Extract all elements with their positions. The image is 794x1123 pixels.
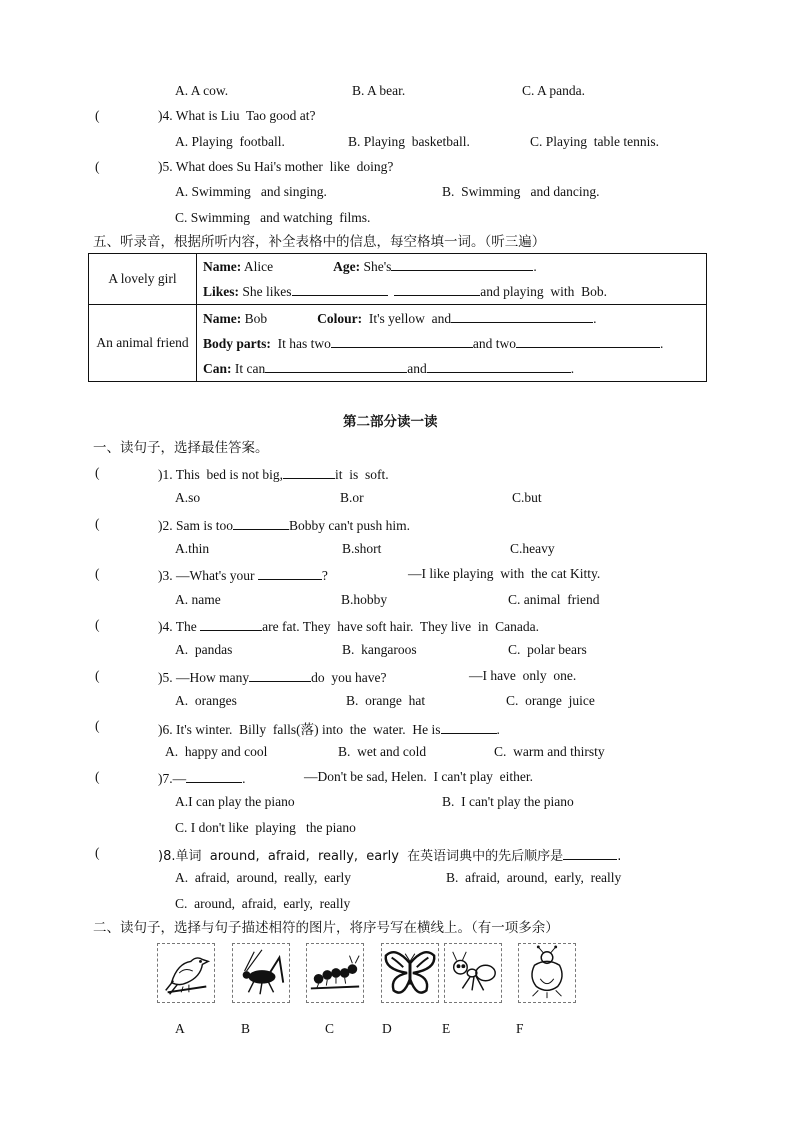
q3-option-c: C. A panda. bbox=[522, 83, 585, 98]
can-blank-1[interactable] bbox=[265, 359, 407, 373]
bob-name-label: Name: bbox=[203, 310, 242, 326]
q5b-blank[interactable] bbox=[249, 668, 311, 682]
bob-name-value: Bob bbox=[241, 310, 268, 326]
q8-option-c: C. around, afraid, early, really bbox=[175, 896, 351, 911]
q4-option-b: B. Playing basketball. bbox=[348, 134, 470, 149]
q1-option-c: C.but bbox=[512, 490, 542, 505]
picture-label-a: A bbox=[175, 1021, 185, 1036]
q4b-stem: )4. The are fat. They have soft hair. They live in Canada. bbox=[158, 619, 540, 634]
q7-option-a: A.I can play the piano bbox=[175, 794, 295, 809]
q3-option-a: A. name bbox=[175, 592, 221, 607]
picture-label-f: F bbox=[516, 1021, 524, 1036]
row1-label: A lovely girl bbox=[89, 254, 197, 305]
body-blank-1[interactable] bbox=[331, 334, 473, 348]
q8-blank[interactable] bbox=[563, 846, 617, 860]
q3-stem: )3. —What's your ? bbox=[158, 568, 328, 583]
q7-reply: —Don't be sad, Helen. I can't play either. bbox=[304, 769, 534, 784]
likes-blank-1[interactable] bbox=[292, 282, 388, 296]
q2-paren: ( bbox=[95, 516, 100, 531]
name-label: Name: bbox=[203, 259, 242, 274]
caterpillar-icon bbox=[306, 943, 364, 1003]
part2-heading: 第二部分读一读 bbox=[343, 414, 438, 430]
q4-question: )4. What is Liu Tao good at? bbox=[158, 108, 316, 123]
can-mid: and bbox=[407, 360, 427, 376]
table-row bbox=[89, 305, 707, 382]
section2-title: 二、读句子，选择与句子描述相符的图片，将序号写在横线上。（有一项多余） bbox=[93, 920, 559, 936]
q2-option-c: C.heavy bbox=[510, 541, 555, 556]
q2-option-a: A.thin bbox=[175, 541, 210, 556]
q4-paren: ( bbox=[95, 108, 100, 123]
row2-label: An animal friend bbox=[89, 305, 197, 382]
q4b-option-a: A. pandas bbox=[175, 642, 233, 657]
q6-blank[interactable] bbox=[441, 720, 497, 734]
q6-stem: )6. It's winter. Billy falls(落) into the water. He is . bbox=[158, 722, 500, 737]
q8-stem: )8.单词 around, afraid, really, early 在英语词典中的先后顺序是 . bbox=[158, 845, 621, 864]
q5b-paren: ( bbox=[95, 668, 100, 683]
likes-blank-2[interactable] bbox=[394, 282, 480, 296]
q5-option-b: B. Swimming and dancing. bbox=[442, 184, 600, 199]
q1-paren: ( bbox=[95, 465, 100, 480]
q4b-option-c: C. polar bears bbox=[508, 642, 587, 657]
likes-value: She likes bbox=[239, 284, 292, 299]
likes-end: and playing with Bob. bbox=[480, 284, 608, 299]
colour-label: Colour: bbox=[317, 310, 363, 326]
q2-option-b: B.short bbox=[342, 541, 382, 556]
q3-option-c: C. animal friend bbox=[508, 592, 600, 607]
q3-option-a: A. A cow. bbox=[175, 83, 229, 98]
bird-icon bbox=[157, 943, 215, 1003]
age-label: Age: bbox=[333, 259, 361, 274]
q7-paren: ( bbox=[95, 769, 100, 784]
q7-option-c: C. I don't like playing the piano bbox=[175, 820, 356, 835]
cricket-icon bbox=[232, 943, 290, 1003]
table-row bbox=[89, 254, 707, 305]
q8-option-a: A. afraid, around, really, early bbox=[175, 870, 352, 885]
q2-stem: )2. Sam is too Bobby can't push him. bbox=[158, 518, 410, 533]
q3-reply: —I like playing with the cat Kitty. bbox=[408, 566, 601, 581]
q1-stem: )1. This bed is not big, it is soft. bbox=[158, 467, 389, 482]
can-value: It can bbox=[231, 360, 266, 376]
q4b-paren: ( bbox=[95, 617, 100, 632]
q5-option-c: C. Swimming and watching films. bbox=[175, 210, 371, 225]
q4b-blank[interactable] bbox=[200, 617, 262, 631]
picture-label-e: E bbox=[442, 1021, 451, 1036]
picture-label-b: B bbox=[241, 1021, 251, 1036]
q7-stem: )7.— . bbox=[158, 771, 246, 786]
q6-option-a: A. happy and cool bbox=[165, 744, 268, 759]
q5b-option-b: B. orange hat bbox=[346, 693, 426, 708]
q1-option-b: B.or bbox=[340, 490, 364, 505]
q6-paren: ( bbox=[95, 718, 100, 733]
q1-option-a: A.so bbox=[175, 490, 201, 505]
q4-option-c: C. Playing table tennis. bbox=[530, 134, 659, 149]
q1-blank[interactable] bbox=[283, 465, 335, 479]
info-table bbox=[88, 253, 707, 382]
q5b-stem: )5. —How many do you have? bbox=[158, 670, 387, 685]
q6-option-b: B. wet and cold bbox=[338, 744, 427, 759]
row2-content: Name: Bob Colour: It's yellow and . Body parts: It has two and two . Can: It can and . bbox=[197, 305, 707, 382]
q2-blank[interactable] bbox=[233, 516, 289, 530]
q8-option-b: B. afraid, around, early, really bbox=[446, 870, 622, 885]
section5-title: 五、听录音，根据所听内容，补全表格中的信息，每空格填一词。（听三遍） bbox=[93, 234, 546, 250]
body-blank-2[interactable] bbox=[516, 334, 660, 348]
can-blank-2[interactable] bbox=[427, 359, 571, 373]
q3-option-b: B. A bear. bbox=[352, 83, 406, 98]
can-label: Can: bbox=[203, 360, 232, 376]
likes-label: Likes: bbox=[203, 284, 240, 299]
section1-title: 一、读句子，选择最佳答案。 bbox=[93, 440, 269, 456]
q6-option-c: C. warm and thirsty bbox=[494, 744, 605, 759]
q3-paren: ( bbox=[95, 566, 100, 581]
q5-option-a: A. Swimming and singing. bbox=[175, 184, 327, 199]
body-label: Body parts: bbox=[203, 335, 271, 351]
ant-icon bbox=[444, 943, 502, 1003]
q5b-reply: —I have only one. bbox=[469, 668, 577, 683]
q7-blank[interactable] bbox=[186, 769, 242, 783]
q5-question: )5. What does Su Hai's mother like doing? bbox=[158, 159, 394, 174]
colour-value: It's yellow and bbox=[362, 310, 452, 326]
q5b-option-c: C. orange juice bbox=[506, 693, 595, 708]
picture-label-c: C bbox=[325, 1021, 335, 1036]
butterfly-icon bbox=[381, 943, 439, 1003]
q4b-option-b: B. kangaroos bbox=[342, 642, 417, 657]
age-blank[interactable] bbox=[391, 257, 533, 271]
age-value: She's bbox=[360, 259, 392, 274]
q4-option-a: A. Playing football. bbox=[175, 134, 285, 149]
body-mid: and two bbox=[472, 335, 517, 351]
row1-content: Name: Alice Age: She's . Likes: She likes and playing with Bob. bbox=[197, 254, 707, 305]
q5-paren: ( bbox=[95, 159, 100, 174]
name-value: Alice bbox=[241, 259, 274, 274]
q3-option-b: B.hobby bbox=[341, 592, 388, 607]
colour-blank[interactable] bbox=[451, 309, 593, 323]
picture-label-d: D bbox=[382, 1021, 392, 1036]
q7-option-b: B. I can't play the piano bbox=[442, 794, 574, 809]
firefly-icon bbox=[518, 943, 576, 1003]
q5b-option-a: A. oranges bbox=[175, 693, 237, 708]
q8-paren: ( bbox=[95, 845, 100, 860]
q3-blank[interactable] bbox=[258, 566, 322, 580]
body-value: It has two bbox=[270, 335, 331, 351]
